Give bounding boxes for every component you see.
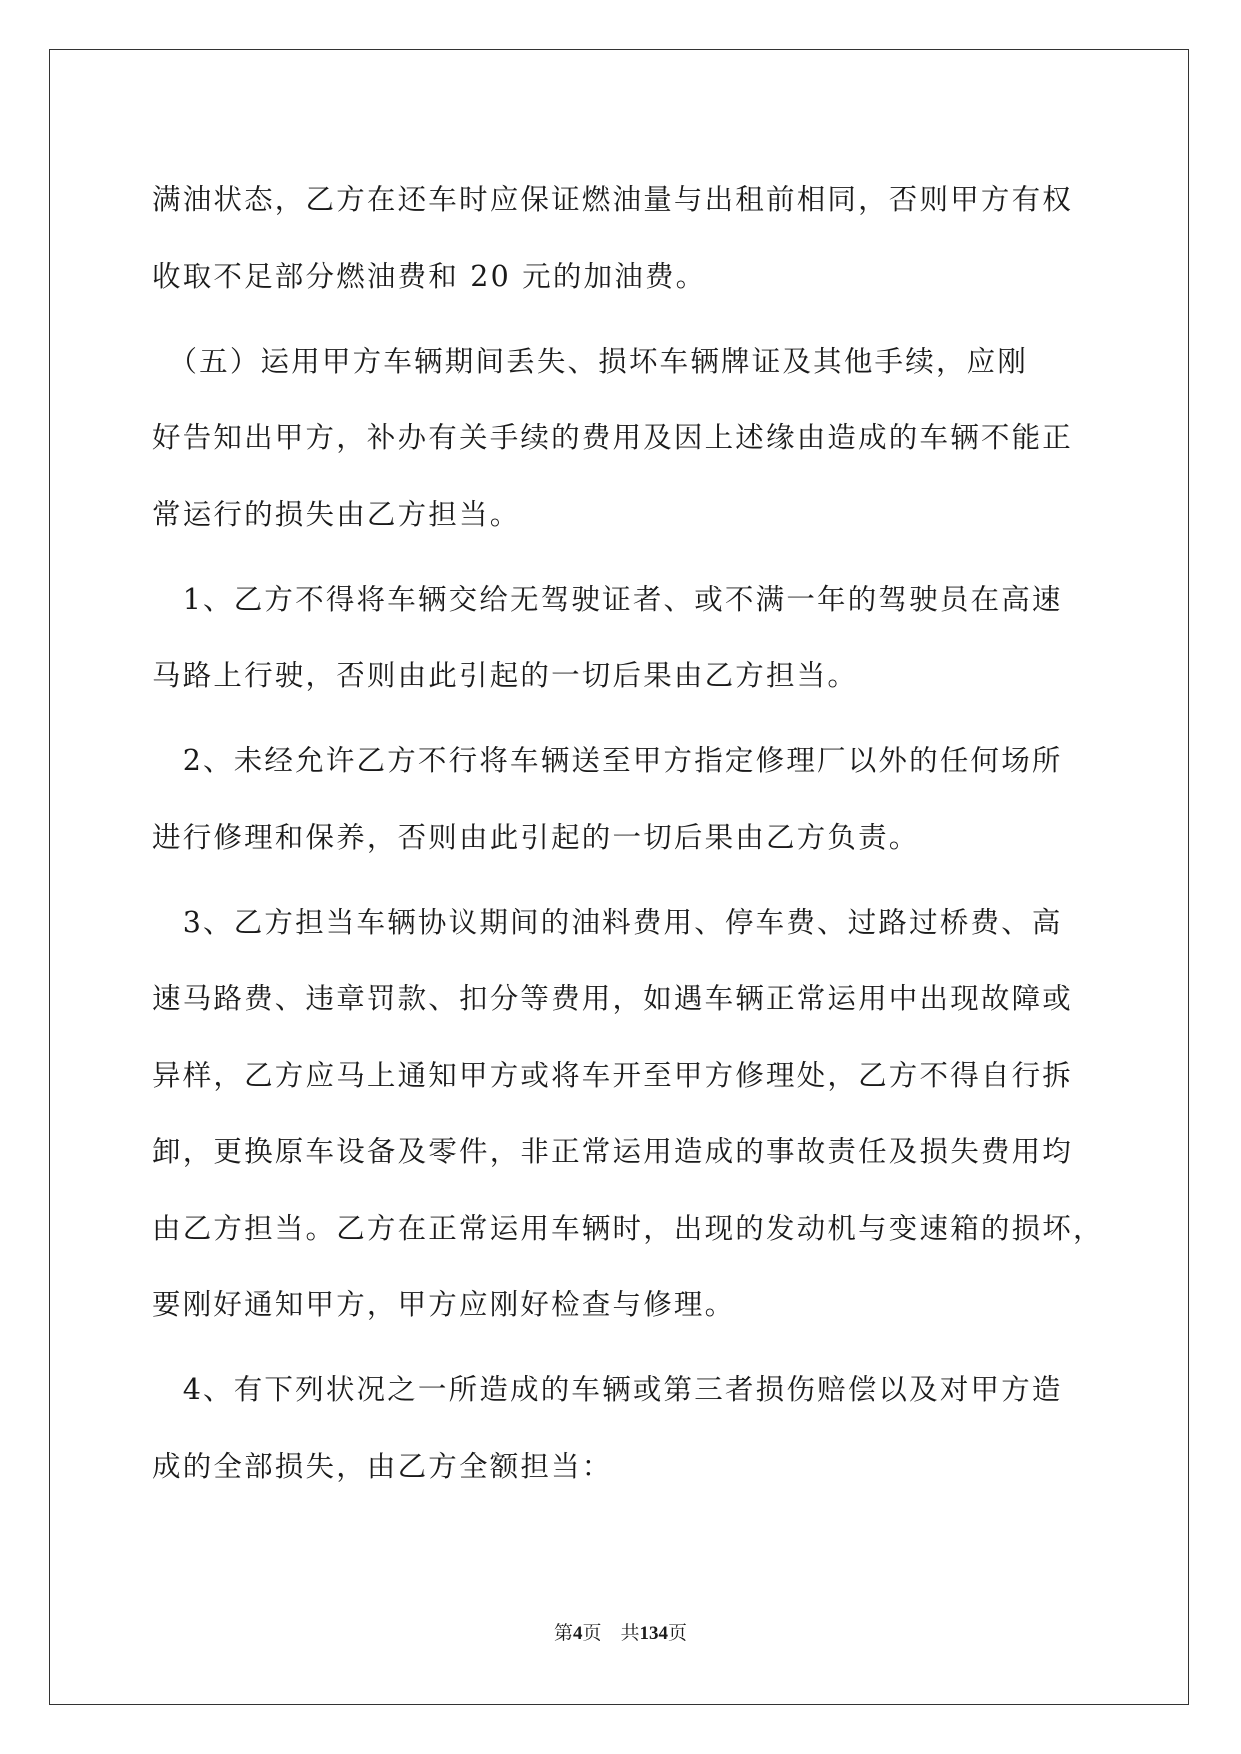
text-line: 2、未经允许乙方不行将车辆送至甲方指定修理厂以外的任何场所 [152, 744, 1063, 777]
text-line: 由乙方担当。乙方在正常运用车辆时，出现的发动机与变速箱的损坏， [152, 1211, 1104, 1245]
page-number: 4 [572, 1623, 583, 1644]
total-prefix: 共 [620, 1623, 640, 1644]
text-line: 常运行的损失由乙方担当。 [152, 497, 521, 531]
total-pages: 134 [639, 1623, 669, 1644]
text-line: 收取不足部分燃油费和 20 元的加油费。 [152, 259, 707, 293]
text-line: 成的全部损失，由乙方全额担当： [152, 1449, 613, 1483]
paragraph [152, 723, 1087, 876]
text-line: 满油状态，乙方在还车时应保证燃油量与出租前相同，否则甲方有权 [152, 183, 1074, 216]
total-suffix: 页 [668, 1623, 688, 1644]
text-line: 进行修理和保养，否则由此引起的一切后果由乙方负责。 [152, 820, 920, 854]
paragraph [152, 562, 1087, 715]
paragraph [152, 324, 1087, 554]
text-line: 3、乙方担当车辆协议期间的油料费用、停车费、过路过桥费、高 [152, 905, 1063, 939]
paragraph [152, 162, 1087, 315]
page-prefix: 第 [553, 1623, 573, 1644]
text-line: 1、乙方不得将车辆交给无驾驶证者、或不满一年的驾驶员在高速 [152, 582, 1063, 616]
text-line: 好告知出甲方，补办有关手续的费用及因上述缘由造成的车辆不能正 [152, 421, 1074, 454]
text-line: 异样，乙方应马上通知甲方或将车开至甲方修理处，乙方不得自行拆 [152, 1058, 1074, 1092]
page-suffix: 页 [582, 1623, 602, 1644]
paragraph [152, 885, 1104, 1344]
text-line: 速马路费、违章罚款、扣分等费用，如遇车辆正常运用中出现故障或 [152, 982, 1074, 1015]
text-line: 4、有下列状况之一所造成的车辆或第三者损伤赔偿以及对甲方造 [152, 1373, 1063, 1406]
page-footer [0, 1618, 1241, 1645]
paragraph [152, 1352, 1087, 1505]
text-line: （五）运用甲方车辆期间丢失、损坏车辆牌证及其他手续，应刚 [152, 344, 1029, 378]
text-line: 卸，更换原车设备及零件，非正常运用造成的事故责任及损失费用均 [152, 1135, 1074, 1168]
document-body [152, 162, 1104, 1514]
text-line: 要刚好通知甲方，甲方应刚好检查与修理。 [152, 1288, 736, 1321]
text-line: 马路上行驶，否则由此引起的一切后果由乙方担当。 [152, 659, 859, 692]
